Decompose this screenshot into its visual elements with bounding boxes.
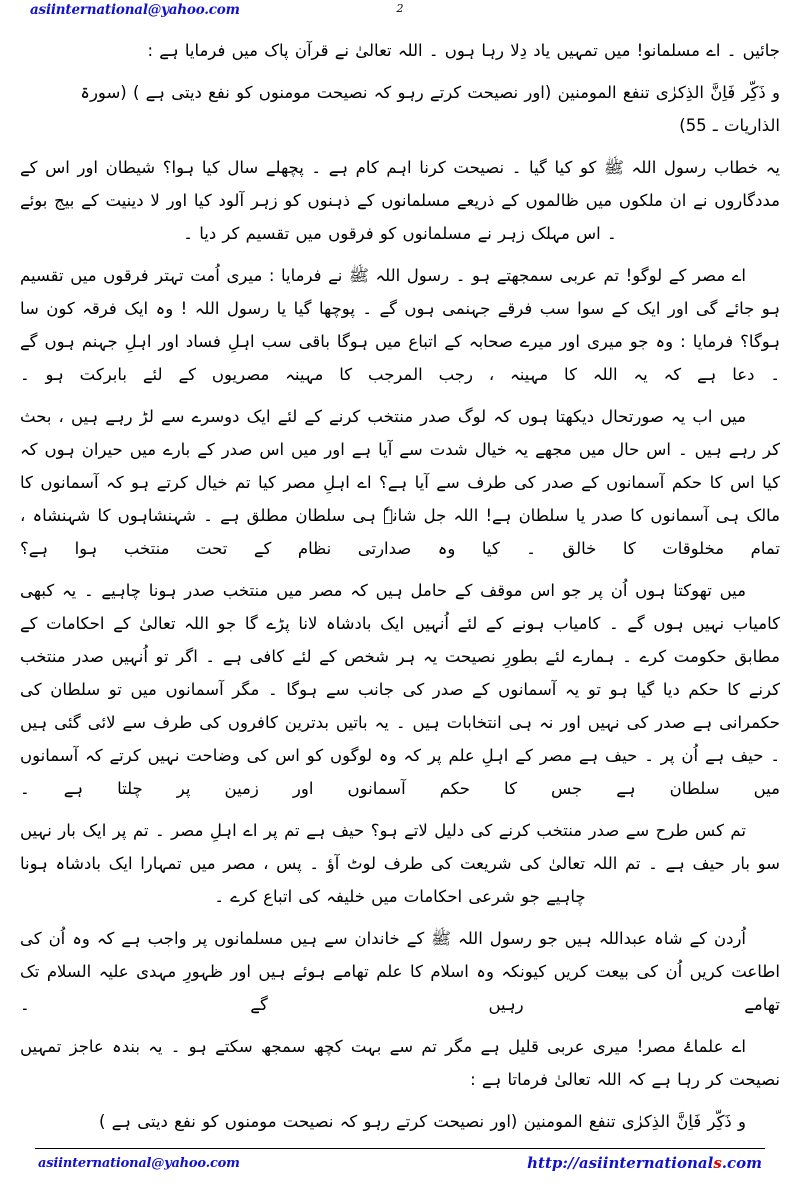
body-paragraph: اے علماۓ مصر! میری عربی قلیل ہے مگر تم سے بہت کچھ سمجھ سکتے ہو ۔ یہ بندہ عاجز تمہیں نصیحت کر رہا ہے کہ اللہ تعالیٰ فرماتا ہے : (20, 1037, 780, 1089)
document-body (20, 34, 780, 1134)
page-header (0, 0, 800, 30)
body-paragraph: اُردن کے شاہ عبداللہ ہیں جو رسول اللہ ﷺ کے خاندان سے ہیں مسلمانوں پر واجب ہے کہ وہ اُن کی اطاعت کریں اُن کی بیعت کریں کیونکہ وہ اسلام کا علم تھامے ہوئے ہیں اور ظہورِ مہدی علیہ السلام تک تھامے رہیں گے ۔ (20, 929, 780, 1014)
footer-website-url[interactable] (527, 1154, 762, 1172)
body-paragraph: تم کس طرح سے صدر منتخب کرنے کی دلیل لاتے ہو؟ حیف ہے تم پر اے اہلِ مصر ۔ تم پر ایک بار نہیں سو بار حیف ہے ۔ تم اللہ تعالیٰ کی شریعت کی طرف لوٹ آؤ ۔ پس ، مصر میں تمہارا ایک بادشاہ ہونا چاہیے جو شرعی احکامات میں خلیفہ کی اتباع کرے ۔ (20, 821, 780, 906)
footer-divider (35, 1148, 765, 1149)
body-paragraph: میں اب یہ صورتحال دیکھتا ہوں کہ لوگ صدر منتخب کرنے کے لئے ایک دوسرے سے لڑ رہے ہیں ، بحث کر رہے ہیں ۔ اس حال میں مجھے یہ خیال شدت سے آیا ہے اور میں اس صدر کے بارے میں حیران ہوں کہ کیا اس کا حکم آسمانوں کے صدر کی طرف سے آیا ہے؟ اے اہلِ مصر کیا تم خیال کرتے ہو کہ آسمانوں کا مالک ہی آسمانوں کا صدر یا سلطان ہے! اللہ جل شانہٗ ہی سلطان مطلق ہے ۔ شہنشاہوں کا شہنشاہ ، تمام مخلوقات کا خالق ۔ کیا وہ صدارتی نظام کے تحت منتخب ہوا ہے؟ (20, 407, 780, 558)
body-paragraph: اے مصر کے لوگو! تم عربی سمجھتے ہو ۔ رسول اللہ ﷺ نے فرمایا : میری اُمت تہتر فرقوں میں تقسیم ہو جائے گی اور ایک کے سوا سب فرقے جہنمی ہوں گے ۔ پوچھا گیا یا رسول اللہ ! وہ ایک فرقہ کون سا ہوگا؟ فرمایا : وہ جو میری اور میرے صحابہ کے اتباع میں ہوگا باقی سب اہلِ فساد اور اہلِ جہنم ہوں گے ۔ دعا ہے کہ یہ اللہ کا مہینہ ، رجب المرجب کا مہینہ مصریوں کے لئے بابرکت ہو ۔ (20, 266, 780, 384)
footer-url-prefix: http://asiinternational (527, 1154, 714, 1172)
footer-url-suffix: .com (721, 1154, 762, 1172)
footer-email-address: asiinternational@yahoo.com (38, 1156, 240, 1171)
body-paragraph: جائیں ۔ اے مسلمانو! میں تمہیں یاد دِلا رہا ہوں ۔ اللہ تعالیٰ نے قرآن پاک میں فرمایا ہے : (147, 41, 780, 60)
body-paragraph: یہ خطاب رسول اللہ ﷺ کو کیا گیا ۔ نصیحت کرنا اہم کام ہے ۔ پچھلے سال کیا ہوا؟ شیطان اور اس کے مددگاروں نے ان ملکوں میں ظالموں کے ذریعے مسلمانوں کے ذہنوں کو زہر آلود کیا اور لا دینیت کے بیج بوئے ۔ اس مہلک زہر نے مسلمانوں کو فرقوں میں تقسیم کر دیا ۔ (20, 158, 780, 243)
body-paragraph: میں تھوکتا ہوں اُن پر جو اس موقف کے حامل ہیں کہ مصر میں منتخب صدر ہونا چاہیے ۔ یہ کبھی کامیاب نہیں ہوں گے ۔ کامیاب ہونے کے لئے اُنہیں ایک بادشاہ لانا پڑے گا جو اللہ تعالیٰ کے احکامات کے مطابق حکومت کرے ۔ ہمارے لئے بطورِ نصیحت یہ ہر شخص کے لئے کافی ہے ۔ اگر تو اُنہیں صدر منتخب کرنے کا حکم دیا گیا ہو تو یہ آسمانوں کے صدر کی جانب سے ہوگا ۔ مگر آسمانوں میں تو سلطان کی حکمرانی ہے صدر کی نہیں اور نہ ہی انتخابات ہیں ۔ یہ باتیں بدترین کافروں کی طرف سے لائی گئی ہیں ۔ حیف ہے اُن پر ۔ حیف ہے مصر کے اہلِ علم پر کہ وہ لوگوں کو اس کی وضاحت نہیں کرتے کہ آسمانوں میں سلطان ہے جس کا حکم آسمانوں اور زمین پر چلتا ہے ۔ (20, 581, 780, 798)
page-number: 2 (396, 2, 404, 15)
footer-url-highlight: s (713, 1154, 722, 1172)
body-paragraph-ayah: و ذَکِّر فَاِنَّ الذِکرٰی تنفع المومنین (اور نصیحت کرتے رہو کہ نصیحت مومنوں کو نفع دیتی ہے ) (سورۃ الذاریات ـ 55) (80, 83, 780, 135)
body-paragraph-ayah: و ذَکِّر فَاِنَّ الذِکرٰی تنفع المومنین (اور نصیحت کرتے رہو کہ نصیحت مومنوں کو نفع دیتی ہے ) (98, 1112, 746, 1131)
page-footer (0, 1148, 800, 1188)
header-email-address: asiinternational@yahoo.com (30, 2, 240, 18)
